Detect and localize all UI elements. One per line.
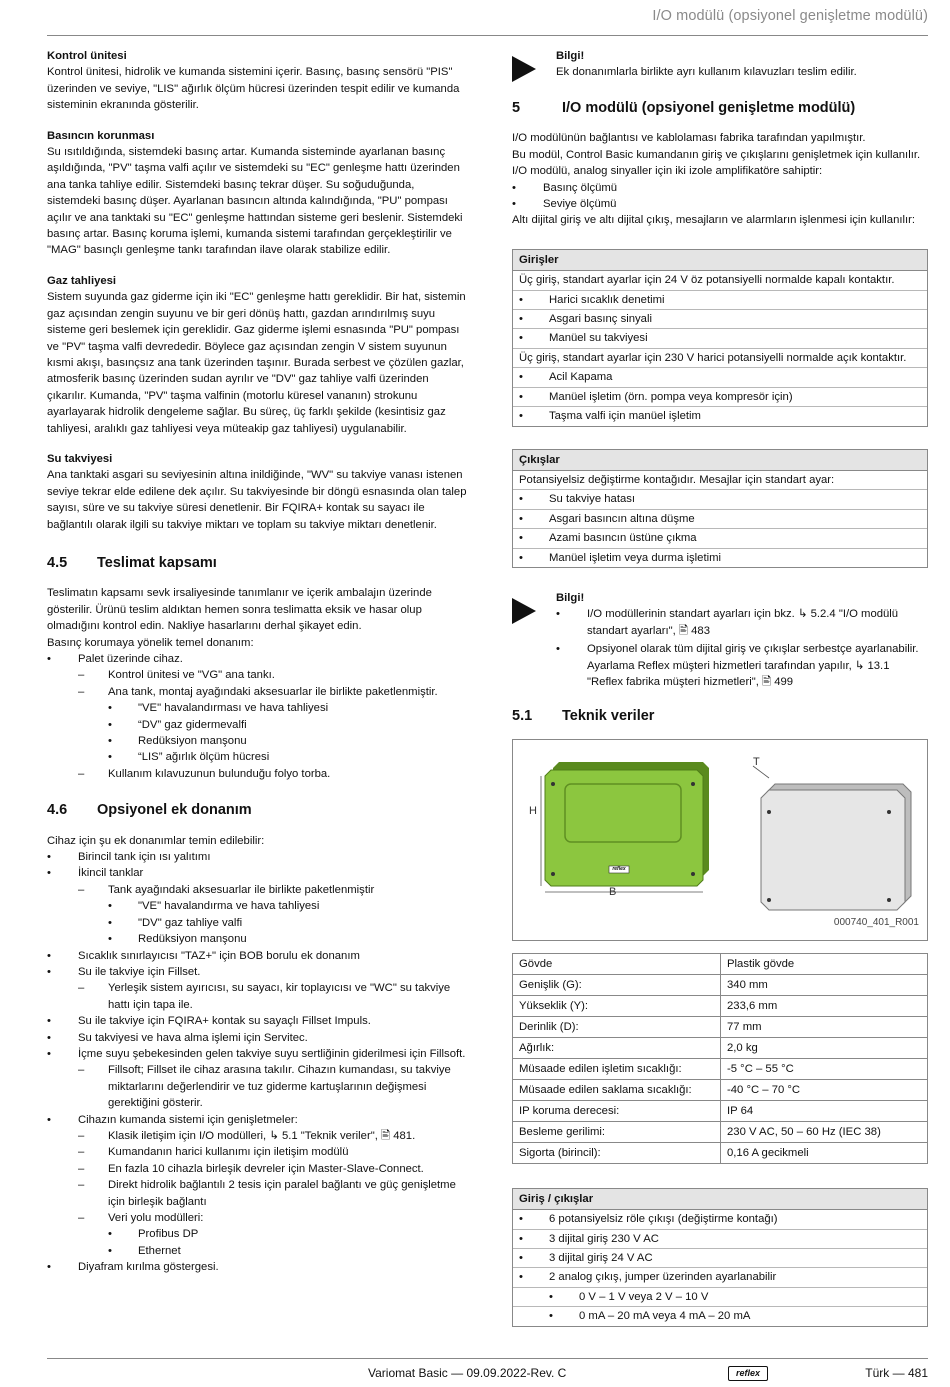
table-row [513, 1079, 928, 1100]
list-item [47, 651, 469, 782]
heading-kontrol: Kontrol ünitesi [47, 50, 127, 62]
footer-rule [47, 1358, 928, 1359]
table-row: Üç giriş, standart ayarlar için 230 V harici potansiyelli normalde açık kontaktır. [513, 349, 927, 368]
spec-key: Derinlik (D): [513, 1016, 721, 1037]
list-5 [512, 180, 928, 213]
io-table [512, 1188, 928, 1327]
table-row: • 2 analog çıkış, jumper üzerinden ayarlanabilir [513, 1268, 927, 1287]
spec-key: IP koruma derecesi: [513, 1100, 721, 1121]
heading-4-6-title: Opsiyonel ek donanım [97, 802, 252, 819]
header-title: I/O modülü (opsiyonel genişletme modülü) [652, 8, 928, 24]
table-row: • Azami basıncın üstüne çıkma [513, 529, 927, 548]
outputs-table [512, 449, 928, 568]
info-arrow-icon [512, 48, 556, 82]
heading-4-5 [47, 555, 469, 571]
list-item [47, 1112, 469, 1260]
spec-value: Plastik gövde [721, 953, 928, 974]
figure-logo: reflex [612, 865, 626, 872]
heading-5-1-title: Teknik veriler [562, 708, 655, 725]
table-row: Üç giriş, standart ayarlar için 24 V öz potansiyelli normalde kapalı kontaktır. [513, 271, 927, 290]
table-row: • 3 dijital giriş 230 V AC [513, 1230, 927, 1249]
list-item: • Profibus DP [108, 1226, 469, 1242]
list-item: • Su takviyesi ve hava alma işlemi için Servitec. [47, 1030, 469, 1046]
text-gaz: Sistem suyunda gaz giderme için iki "EC" genleşme hattı gereklidir. Bir hat, sistemin gaz açısından zengin suyunu ve bir geri dönüş hattı, gazdan arındırılmış suyu sisteme geri beslemek için gereklidir. Gaz giderme işlemi esnasında "PU" pompası ve "PV" taşma valfi devrededir. Böylece gaz açısından zengin V sistem suyunun kısmi akışı, basınçsız ana tank üzerinden taşınır. Burada serbest ve çözülen gazlar, atmosferik basınç üzerinden sudan ayrılır ve "DV" gaz tahliye valfi üzerinden çıkarılır. Kumanda, "PV" taşma valfinin (motorlu küresel vananın) strokunu ayarlayarak hidrolik dengeleme sağlar. Bu süreç, üç farklı şekilde (kesintisiz gaz tahliyesi, aralıklı gaz tahliyesi veya müteakip gaz tahliyesi) uygulanabilir. [47, 291, 466, 435]
text-basinc: Su ısıtıldığında, sistemdeki basınç artar. Kumanda sisteminde ayarlanan basınç aşıldığında, "PV" taşma valfi açılır ve sistemdeki su "EC" genleşme hattı üzerinden ana tanka tahliye edilir. Sistemdeki basınç tekrar düşer. Su soğuduğunda, sistemdeki basınç düşer. Ayarlanan basıncın altında kalındığında, "PU" pompası açılır ve ana tanktaki su "EC" genleşme hattından sisteme geri beslenir. Sistemdeki basınç artar. Basınç koruma işlemi, kumanda sistemi tarafından gerçekleştirilir ve "MAG" basınçlı genleşme tankı tarafından ilave olarak stabilize edilir. [47, 146, 463, 257]
info-box-2 [512, 590, 928, 690]
list-item: • Sıcaklık sınırlayıcısı "TAZ+" için BOB borulu ek donanım [47, 948, 469, 964]
list-item-text: Ana tank, montaj ayağındaki aksesuarlar ile birlikte paketlenmiştir. [108, 685, 438, 698]
spec-key: Müsaade edilen saklama sıcaklığı: [513, 1079, 721, 1100]
table-row: • Asgari basıncın altına düşme [513, 510, 927, 529]
list-4-5 [47, 651, 469, 782]
list-item-text: Veri yolu modülleri: [108, 1212, 204, 1224]
list-item [78, 1210, 469, 1259]
list-item: • "VE" havalandırması ve hava tahliyesi [108, 700, 469, 716]
table-row: • Asgari basınç sinyali [513, 310, 927, 329]
list-item: • “DV” gaz gidermevalfi [108, 717, 469, 733]
info-arrow-icon [512, 590, 556, 690]
inputs-table [512, 249, 928, 427]
spec-value: 2,0 kg [721, 1037, 928, 1058]
heading-su: Su takviyesi [47, 452, 113, 465]
list-item: – Fillsoft; Fillset ile cihaz arasına takılır. Cihazın kumandası, su takviye miktarlarını değerlendirir ve tuz giderme kartuşlarının değişmesi gerektiğini gösterir. [78, 1062, 469, 1111]
sublist [78, 1128, 469, 1259]
text-kontrol: Kontrol ünitesi, hidrolik ve kumanda sistemini içerir. Basınç, basınç sensörü "PIS" üzerinden ve seviye, "LIS" ağırlık ölçüm hücresi üzerinden tespit edilir ve kumanda sisteminin ekranında gösterilir. [47, 66, 460, 112]
page-header [0, 0, 950, 36]
footer-document: Variomat Basic — 09.09.2022-Rev. C [368, 1366, 567, 1380]
heading-5-1-number: 5.1 [512, 708, 533, 725]
list-item [47, 1046, 469, 1112]
table-row [513, 974, 928, 995]
list-item: • Su ile takviye için FQIRA+ kontak su sayaçlı Fillset Impuls. [47, 1013, 469, 1029]
label-h: H [529, 804, 537, 817]
io-title: Giriş / çıkışlar [513, 1189, 927, 1210]
sublist [78, 980, 469, 1013]
link-io-standart-ayarlari[interactable]: • I/O modüllerinin standart ayarları için bkz. ↳ 5.2.4 "I/O modülü standart ayarları", 🖹 483 [556, 606, 928, 639]
heading-4-5-title: Teslimat kapsamı [97, 554, 217, 571]
table-row: • Su takviye hatası [513, 490, 927, 509]
reflex-logo: reflex [728, 1366, 768, 1381]
inputs-title: Girişler [513, 250, 927, 271]
sublist [78, 667, 469, 782]
table-row: • 3 dijital giriş 24 V AC [513, 1249, 927, 1268]
spec-key: Gövde [513, 953, 721, 974]
list-item: • "VE" havalandırma ve hava tahliyesi [108, 898, 469, 914]
sublist [108, 700, 469, 766]
section-kontrol [47, 48, 469, 114]
spec-key: Ağırlık: [513, 1037, 721, 1058]
list-item: • Birincil tank için ısı yalıtımı [47, 849, 469, 865]
figure-code: 000740_401_R001 [833, 917, 919, 929]
list-item-text: Tank ayağındaki aksesuarlar ile birlikte paketlenmiştir [108, 883, 375, 896]
spec-table [512, 953, 928, 1164]
table-row [513, 1100, 928, 1121]
heading-gaz: Gaz tahliyesi [47, 274, 117, 287]
list-item: • Diyafram kırılma göstergesi. [47, 1259, 469, 1275]
list-item-text: Palet üzerinde cihaz. [78, 653, 183, 665]
list-item [47, 964, 469, 1013]
sublist [78, 1062, 469, 1111]
table-row [513, 1058, 928, 1079]
list-item: – Yerleşik sistem ayırıcısı, su sayacı, kir toplayıcısı ve "WC" su takviye hattı için tapa ile. [78, 980, 469, 1013]
sublist [108, 1226, 469, 1259]
text-4-5-p1: Teslimatın kapsamı sevk irsaliyesinde tanımlanır ve içerik ambalajın üzerinde gösterilir. Ürünü teslim aldıktan hemen sonra teslimatta eksik ve hasar olup olmadığını kontrol edin. Nakliye hasarlarını derhal şikayet edin. [47, 587, 432, 633]
heading-4-6 [47, 802, 469, 818]
info-list [556, 606, 928, 690]
list-item: • Redüksiyon manşonu [108, 733, 469, 749]
text-5-p4: Altı dijital giriş ve altı dijital çıkış, mesajların ve alarmların işlenmesi için kullanılır: [512, 214, 916, 227]
table-row: • Manüel işletim veya durma işletimi [513, 549, 927, 567]
table-row [513, 1016, 928, 1037]
text-4-5-p2: Basınç korumaya yönelik temel donanım: [47, 636, 254, 649]
label-t: T [753, 755, 760, 768]
table-row [513, 995, 928, 1016]
heading-4-6-number: 4.6 [47, 802, 68, 819]
header-rule [47, 35, 928, 36]
list-item: – Kumandanın harici kullanımı için iletişim modülü [78, 1144, 469, 1160]
list-item-text: Cihazın kumanda sistemi için genişletmeler: [78, 1113, 298, 1126]
list-item: – Kullanım kılavuzunun bulunduğu folyo torba. [78, 766, 469, 782]
table-row: • 0 V – 1 V veya 2 V – 10 V [513, 1288, 927, 1307]
info-title: Bilgi! [556, 50, 585, 62]
sublist [78, 882, 469, 948]
list-item: • Ethernet [108, 1243, 469, 1259]
spec-key: Sigorta (birincil): [513, 1142, 721, 1163]
heading-4-5-number: 4.5 [47, 554, 68, 571]
table-row: • Manüel su takviyesi [513, 329, 927, 348]
list-item: – Direkt hidrolik bağlantılı 2 tesis için paralel bağlantı ve güç genişletme için birleşik bağlantı [78, 1177, 469, 1210]
list-item-text: İçme suyu şebekesinden gelen takviye suyu sertliğinin giderilmesi için Fillsoft. [78, 1047, 466, 1060]
text-5-p1: I/O modülünün bağlantısı ve kablolaması fabrika tarafından yapılmıştır. [512, 132, 866, 145]
info-box-1 [512, 48, 928, 82]
list-item [47, 865, 469, 947]
list-item-text: İkincil tanklar [78, 867, 144, 880]
list-item: • Redüksiyon manşonu [108, 931, 469, 947]
table-row: • Acil Kapama [513, 368, 927, 387]
spec-value: -40 °C – 70 °C [721, 1079, 928, 1100]
section-su [47, 451, 469, 533]
spec-key: Besleme gerilimi: [513, 1121, 721, 1142]
list-item [78, 882, 469, 948]
list-item: • “LIS” ağırlık ölçüm hücresi [108, 749, 469, 765]
grey-module-image [761, 784, 911, 910]
spec-value: 340 mm [721, 974, 928, 995]
table-row [513, 1142, 928, 1163]
io-module-illustration [513, 740, 927, 938]
section-basinc [47, 128, 469, 259]
table-row: Potansiyelsiz değiştirme kontağıdır. Mesajlar için standart ayar: [513, 471, 927, 490]
heading-5-title: I/O modülü (opsiyonel genişletme modülü) [562, 100, 856, 116]
table-row: • 0 mA – 20 mA veya 4 mA – 20 mA [513, 1307, 927, 1325]
link-musteri-hizmetleri[interactable]: • Opsiyonel olarak tüm dijital giriş ve çıkışlar serbestçe ayarlanabilir. Ayarlama Reflex müşteri hizmetleri tarafından yapılır, ↳ 13.1 "Reflex fabrika müşteri hizmetleri", 🖹 499 [556, 641, 928, 690]
text-4-6-p1: Cihaz için şu ek donanımlar temin edilebilir: [47, 834, 265, 847]
table-row: • Taşma valfi için manüel işletim [513, 407, 927, 425]
spec-value: 233,6 mm [721, 995, 928, 1016]
spec-key: Müsaade edilen işletim sıcaklığı: [513, 1058, 721, 1079]
footer-page-number: Türk — 481 [865, 1366, 928, 1380]
list-item-text: Su ile takviye için Fillset. [78, 965, 201, 978]
text-5-p3: I/O modülü, analog sinyaller için iki izole amplifikatöre sahiptir: [512, 165, 823, 178]
list-item [78, 684, 469, 766]
heading-5-number: 5 [512, 100, 521, 116]
list-item: • "DV" gaz tahliye valfi [108, 915, 469, 931]
spec-key: Yükseklik (Y): [513, 995, 721, 1016]
table-row: • 6 potansiyelsiz röle çıkışı (değiştirme kontağı) [513, 1210, 927, 1229]
list-item: • Basınç ölçümü [512, 180, 928, 196]
table-row [513, 1121, 928, 1142]
left-column [47, 48, 469, 1276]
right-column [512, 48, 928, 1349]
text-su: Ana tanktaki asgari su seviyesinin altına inildiğinde, "WV" su takviye vanası istenen seviye tekrar elde edilene dek açılır. Su takviyesinde bir döngü esnasında olan talep sayısı, süre ve su takviye süresi denetlenir. Bir FQIRA+ kontak su sayacı ile bağlantılı olarak ilgili su takviye miktarı ve toplam su takviye miktarı denetlenir. [47, 469, 467, 531]
spec-value: IP 64 [721, 1100, 928, 1121]
section-gaz [47, 273, 469, 437]
list-item: – Kontrol ünitesi ve "VG" ana tankı. [78, 667, 469, 683]
heading-5 [512, 100, 928, 116]
table-row: • Manüel işletim (örn. pompa veya kompresör için) [513, 388, 927, 407]
table-row [513, 953, 928, 974]
list-item: – En fazla 10 cihazla birleşik devreler için Master-Slave-Connect. [78, 1161, 469, 1177]
spec-value: 230 V AC, 50 – 60 Hz (IEC 38) [721, 1121, 928, 1142]
outputs-title: Çıkışlar [513, 450, 927, 471]
spec-value: 0,16 A gecikmeli [721, 1142, 928, 1163]
spec-value: 77 mm [721, 1016, 928, 1037]
page-footer [0, 1358, 950, 1387]
spec-key: Genişlik (G): [513, 974, 721, 995]
table-row [513, 1037, 928, 1058]
table-row: • Harici sıcaklık denetimi [513, 291, 927, 310]
link-teknik-veriler[interactable]: – Klasik iletişim için I/O modülleri, ↳ 5.1 "Teknik veriler", 🖹 481. [78, 1128, 469, 1144]
list-item: • Seviye ölçümü [512, 196, 928, 212]
text-5-p2: Bu modül, Control Basic kumandanın giriş ve çıkışlarını genişletmek için kullanılır. [512, 148, 921, 161]
info-text: Ek donanımlarla birlikte ayrı kullanım kılavuzları teslim edilir. [556, 66, 857, 79]
sublist [108, 898, 469, 947]
list-4-6 [47, 849, 469, 1276]
heading-5-1 [512, 708, 928, 724]
module-figure [512, 739, 928, 941]
spec-value: -5 °C – 55 °C [721, 1058, 928, 1079]
heading-basinc: Basıncın korunması [47, 129, 155, 142]
label-b: B [609, 885, 617, 898]
info-title: Bilgi! [556, 591, 585, 604]
